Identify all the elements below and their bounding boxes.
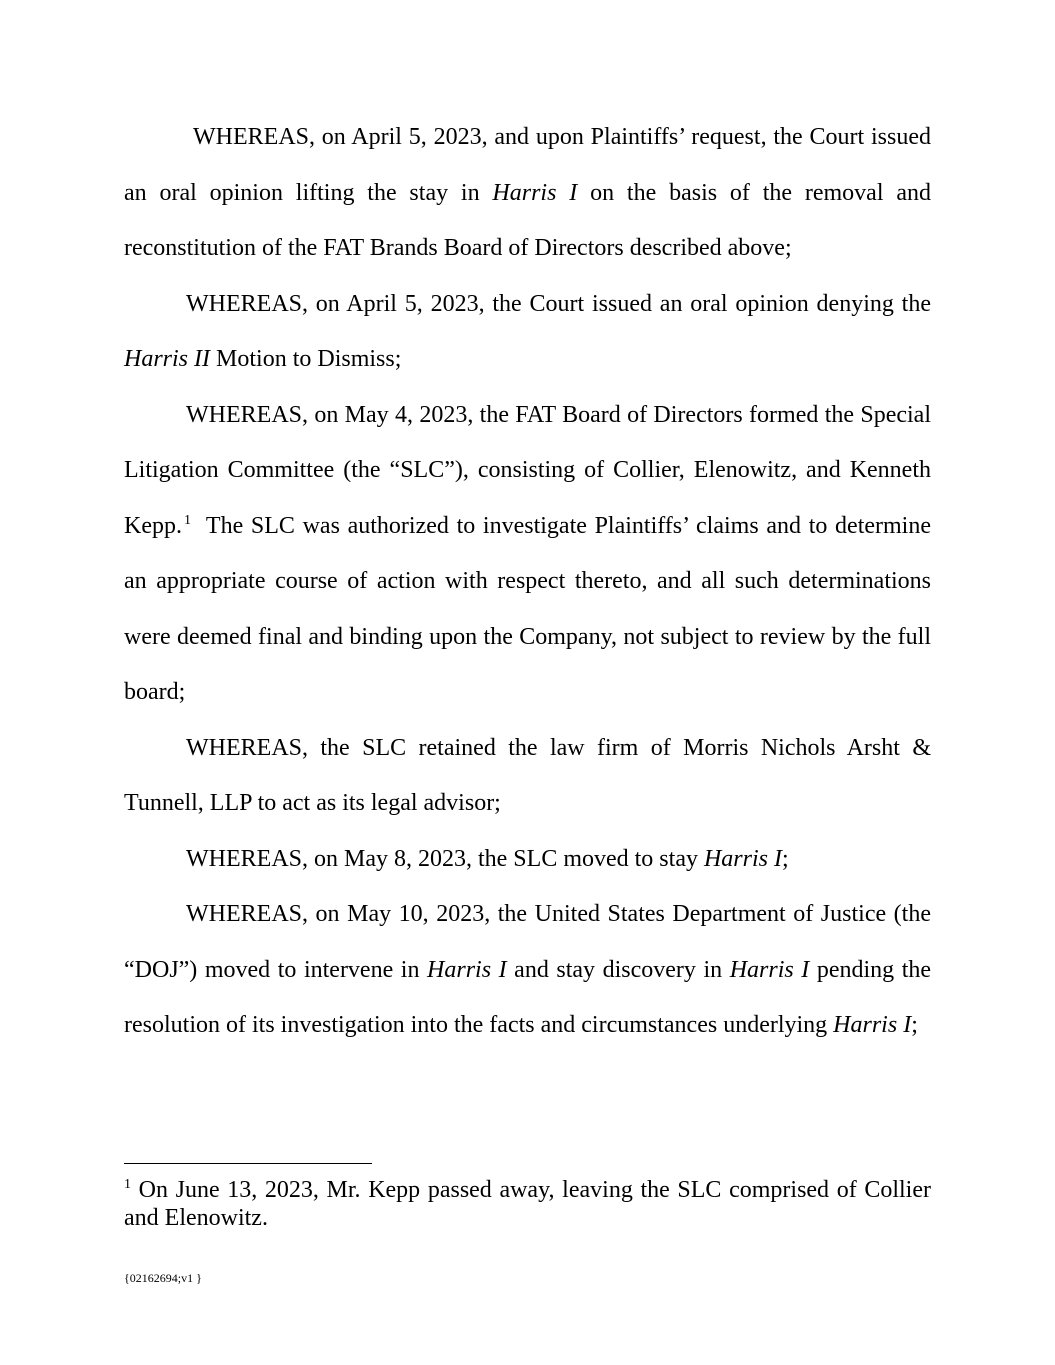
paragraph-whereas-deny-dismiss (124, 277, 931, 388)
paragraph-text: and stay discovery in (506, 956, 730, 983)
case-name: Harris I (703, 845, 782, 872)
paragraph-text: ; (911, 1012, 918, 1038)
document-body (124, 110, 937, 1054)
paragraph-text: The SLC was authorized to investigate Plaintiffs’ claims and to determine an appropriate course of action with respect thereto, and all such determinations were deemed final and binding upon the Company, not subject to review by the full board; (124, 512, 937, 705)
paragraph-text: on the basis of the removal and reconstitution of the FAT Brands Board of Directors described above; (124, 179, 931, 261)
paragraph-whereas-slc-formed (124, 388, 937, 721)
footnote-number: 1 (124, 1177, 131, 1192)
paragraph-text: WHEREAS, the SLC retained the law firm of Morris Nichols Arsht & Tunnell, LLP to act as its legal advisor; (124, 734, 931, 816)
paragraph-whereas-doj-intervene (124, 887, 931, 1054)
paragraph-whereas-legal-advisor (124, 721, 931, 832)
footnote-reference[interactable]: 1 (183, 512, 191, 528)
case-name: Harris I (729, 956, 810, 983)
paragraph-text: WHEREAS, on April 5, 2023, and upon Plaintiffs’ request, the Court issued an oral opinion lifting the stay in (124, 124, 931, 206)
paragraph-text: WHEREAS, on May 8, 2023, the SLC moved to stay (186, 845, 704, 872)
paragraph-text: WHEREAS, on May 4, 2023, the FAT Board of Directors formed the Special Litigation Committee (the “SLC”), consisting of Collier, Elenowitz, and Kenneth Kepp. (124, 401, 931, 539)
paragraph-text: pending the resolution of its investigation into the facts and circumstances underlying (124, 956, 932, 1038)
case-name: Harris I (427, 956, 507, 983)
footnote-separator (124, 1163, 372, 1164)
paragraph-text: WHEREAS, on April 5, 2023, the Court issued an oral opinion denying the (186, 290, 931, 317)
footnote-text: On June 13, 2023, Mr. Kepp passed away, leaving the SLC comprised of Collier and Elenowitz. (124, 1177, 931, 1231)
paragraph-text: Motion to Dismiss; (210, 346, 402, 372)
case-name: Harris I (492, 179, 578, 206)
document-id: {02162694;v1 } (124, 1271, 202, 1285)
paragraph-text: WHEREAS, on May 10, 2023, the United States Department of Justice (the “DOJ”) moved to intervene in (124, 901, 931, 983)
case-name: Harris II (124, 346, 211, 372)
footnote (124, 1176, 931, 1232)
case-name: Harris I (833, 1012, 912, 1038)
paragraph-whereas-slc-stay (124, 832, 931, 888)
paragraph-whereas-lift-stay (124, 110, 931, 277)
paragraph-text: ; (781, 845, 789, 872)
